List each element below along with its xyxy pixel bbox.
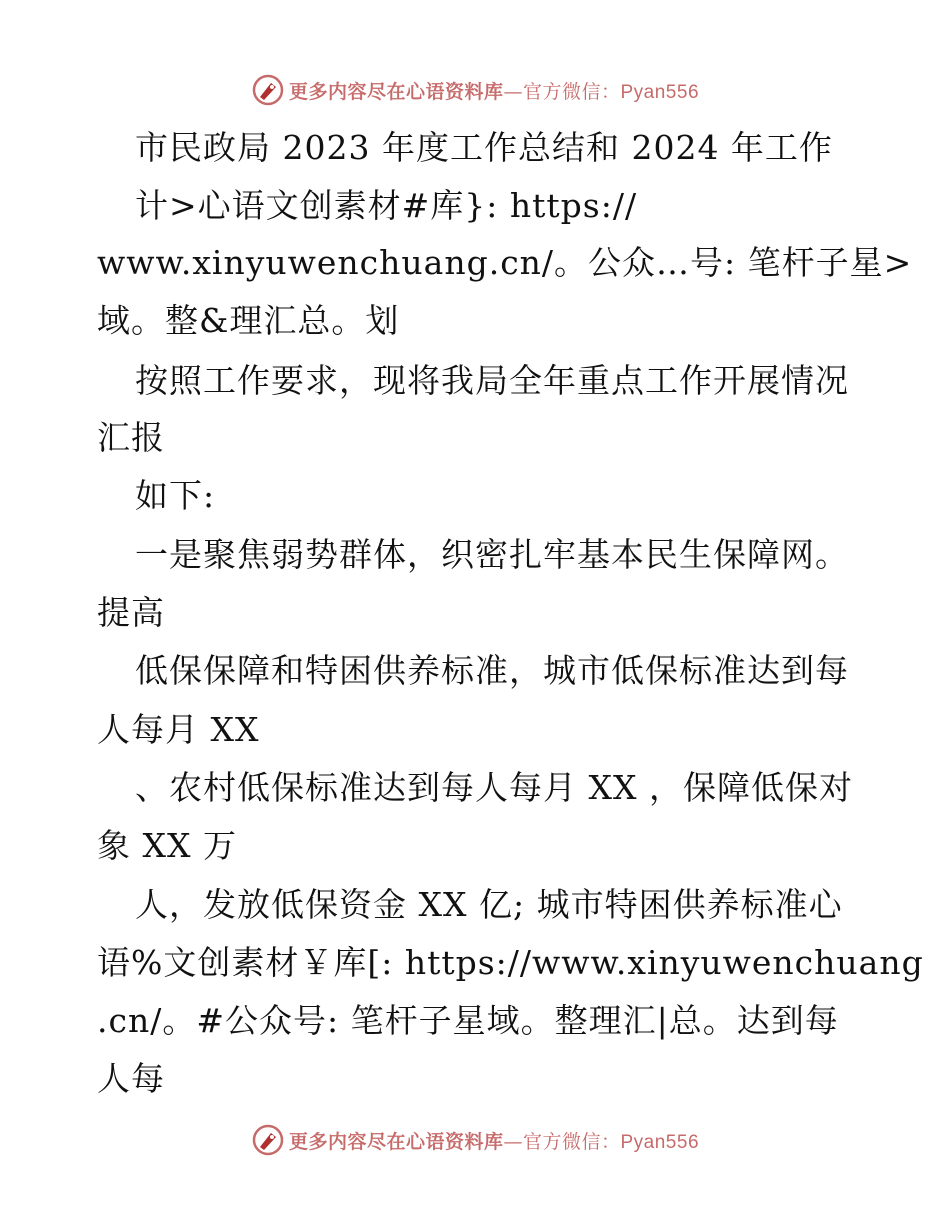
body-line: 域。整&理汇总。划: [97, 301, 400, 340]
body-line: 按照工作要求，现将我局全年重点工作开展情况: [135, 361, 849, 400]
body-line: 语%文创素材￥库[: https://www.xinyuwenchuang: [97, 943, 924, 982]
footer-banner-text: [289, 1127, 699, 1154]
banner-wechat-id: Pyan556: [620, 1131, 700, 1153]
body-line: 人每: [97, 1059, 165, 1098]
banner-wechat-label: 官方微信：: [522, 80, 621, 103]
header-banner-text: [289, 77, 699, 104]
body-line: 汇报: [97, 418, 165, 457]
body-line: 人，发放低保资金 XX 亿; 城市特困供养标准心: [135, 885, 843, 924]
banner-wechat-id: Pyan556: [620, 81, 700, 103]
pen-nib-logo-icon: [251, 1123, 285, 1157]
banner-lead: 更多内容尽在心语资料库: [288, 80, 504, 103]
body-line: 一是聚焦弱势群体，织密扎牢基本民生保障网。: [135, 535, 849, 574]
banner-dash: —: [503, 80, 523, 103]
footer-banner: [0, 1120, 950, 1160]
body-line: 市民政局 2023 年度工作总结和 2024 年工作: [135, 128, 833, 167]
body-line: 提高: [97, 593, 165, 632]
body-line: 如下:: [135, 476, 216, 515]
header-banner: [0, 70, 950, 110]
body-line: 、农村低保标准达到每人每月 XX ，保障低保对: [135, 768, 853, 807]
body-line: 计>心语文创素材#库}: https://: [135, 186, 638, 225]
body-line: 象 XX 万: [97, 826, 237, 865]
banner-dash: —: [503, 1130, 523, 1153]
banner-wechat-label: 官方微信：: [522, 1130, 621, 1153]
body-line: .cn/。#公众号: 笔杆子星域。整理汇|总。达到每: [97, 1001, 839, 1040]
banner-lead: 更多内容尽在心语资料库: [288, 1130, 504, 1153]
body-line: 低保保障和特困供养标准，城市低保标准达到每: [135, 651, 849, 690]
body-line: www.xinyuwenchuang.cn/。公众…号: 笔杆子星>: [97, 243, 913, 282]
body-line: 人每月 XX: [97, 710, 260, 749]
pen-nib-logo-icon: [251, 73, 285, 107]
